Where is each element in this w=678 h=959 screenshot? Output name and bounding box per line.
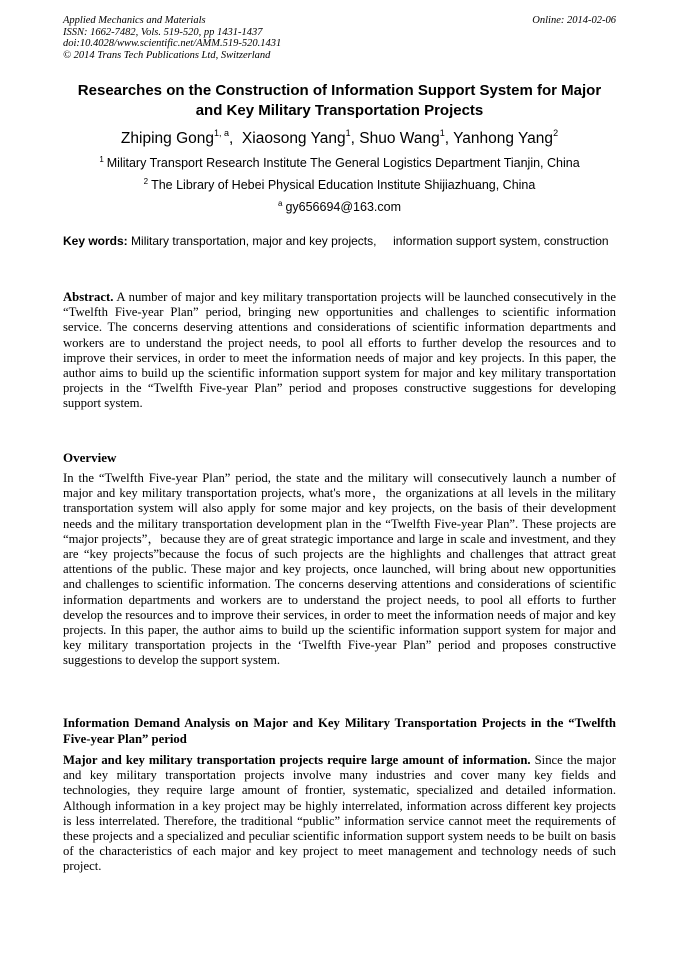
keywords-text: Military transportation, major and key projects, information support system, construction (131, 234, 609, 248)
author-superscript: 1 (439, 128, 445, 138)
keywords-block (63, 234, 616, 249)
abstract-text: A number of major and key military transportation projects will be launched consecutively in the “Twelfth Five-year Plan” period, bringing new opportunities and challenges to scientific information service. The concerns deserving attentions and considerations of scientific information departments and workers are to understand the project needs, to pool all efforts to further develop the resources and to improve their services, in order to meet the information needs of major and key projects. In this paper, the author aims to build up the scientific information support system for major and key military transportation projects in the “Twelfth Five-year Plan” period and proposes constructive suggestions for developing support system. (63, 290, 616, 411)
demand-text: Since the major and key military transportation projects involve many industries and cover many key fields and technologies, they require large amount of frontier, systematic, specialized and detailed information. Although information in a key project may be highly interrelated, information across different key projects is less interrelated. Therefore, the traditional “public” information service cannot meet the requirements of these projects and a specialized and peculiar scientific information support system needs to be built on basis of the characteristics of each major and key project to meet management and technology needs of such project. (63, 753, 616, 874)
copyright-line: © 2014 Trans Tech Publications Ltd, Switzerland (63, 49, 271, 61)
author-separator: , (229, 130, 242, 147)
demand-paragraph (63, 753, 616, 875)
author-name: Shuo Wang (359, 130, 440, 147)
affiliation-text: Military Transport Research Institute The General Logistics Department Tianjin, China (106, 156, 580, 170)
demand-heading: Information Demand Analysis on Major and Key Military Transportation Projects in the “Twelfth Five-year Plan” period (63, 716, 616, 746)
affiliation-text: The Library of Hebei Physical Education Institute Shijiazhuang, China (151, 178, 536, 192)
author-name: Zhiping Gong (120, 130, 214, 147)
paper-title: Researches on the Construction of Information Support System for Major and Key Military Transportation Projects (77, 82, 602, 119)
author-separator: , (444, 130, 454, 147)
affiliation-mark: 2 (143, 177, 149, 186)
author-superscript: 1, a (213, 128, 229, 138)
author-name: Yanhong Yang (453, 130, 554, 147)
affiliation-2 (63, 177, 616, 193)
journal-name: Applied Mechanics and Materials (63, 15, 206, 26)
online-date: Online: 2014-02-06 (532, 15, 616, 26)
affiliation-mark: 1 (99, 155, 104, 164)
overview-heading: Overview (63, 450, 117, 465)
author-list (63, 129, 616, 149)
issn-line: ISSN: 1662-7482, Vols. 519-520, pp 1431-1437 (63, 26, 263, 38)
abstract-label: Abstract. (63, 290, 114, 304)
author-name: Xiaosong Yang (241, 130, 346, 147)
doi-line: doi:10.4028/www.scientific.net/AMM.519-520.1431 (63, 38, 282, 49)
keywords-label: Key words: (63, 234, 128, 248)
journal-header (63, 15, 616, 61)
affiliation-1 (63, 155, 616, 171)
abstract-block (63, 290, 616, 412)
author-superscript: 1 (345, 128, 351, 138)
author-email (63, 199, 616, 215)
demand-lead: Major and key military transportation projects require large amount of information. (63, 753, 531, 767)
author-superscript: 2 (553, 128, 559, 138)
email-mark: a (278, 199, 283, 208)
email-text: gy656694@163.com (285, 200, 401, 214)
overview-paragraph: In the “Twelfth Five-year Plan” period, the state and the military will consecutively launch a number of major and key military transportation projects, what's more，the organizations at all levels in the military transportation system will also apply for some major and key projects, on the basis of their development needs and the military transportation development plan in the “Twelfth Five-year Plan”. These projects are “major projects”，because they are of great strategic importance and large in scale and investment, and they are “key projects”because the focus of such projects are the highlights and challenges that attract great attentions of the public. These major and key projects, once launched, will bring about new opportunities and challenges to scientific information. The concerns deserving attentions and considerations of scientific information departments and workers are to understand the project needs, to pool all efforts to further develop the resources and to improve their services, in order to meet the information needs of major and key projects. In this paper, the author aims to build up the scientific information support system for major and key military transportation projects in the ‘Twelfth Five-year Plan” period and proposes constructive suggestions to develop the support system. (63, 471, 616, 668)
author-separator: , (350, 130, 360, 147)
